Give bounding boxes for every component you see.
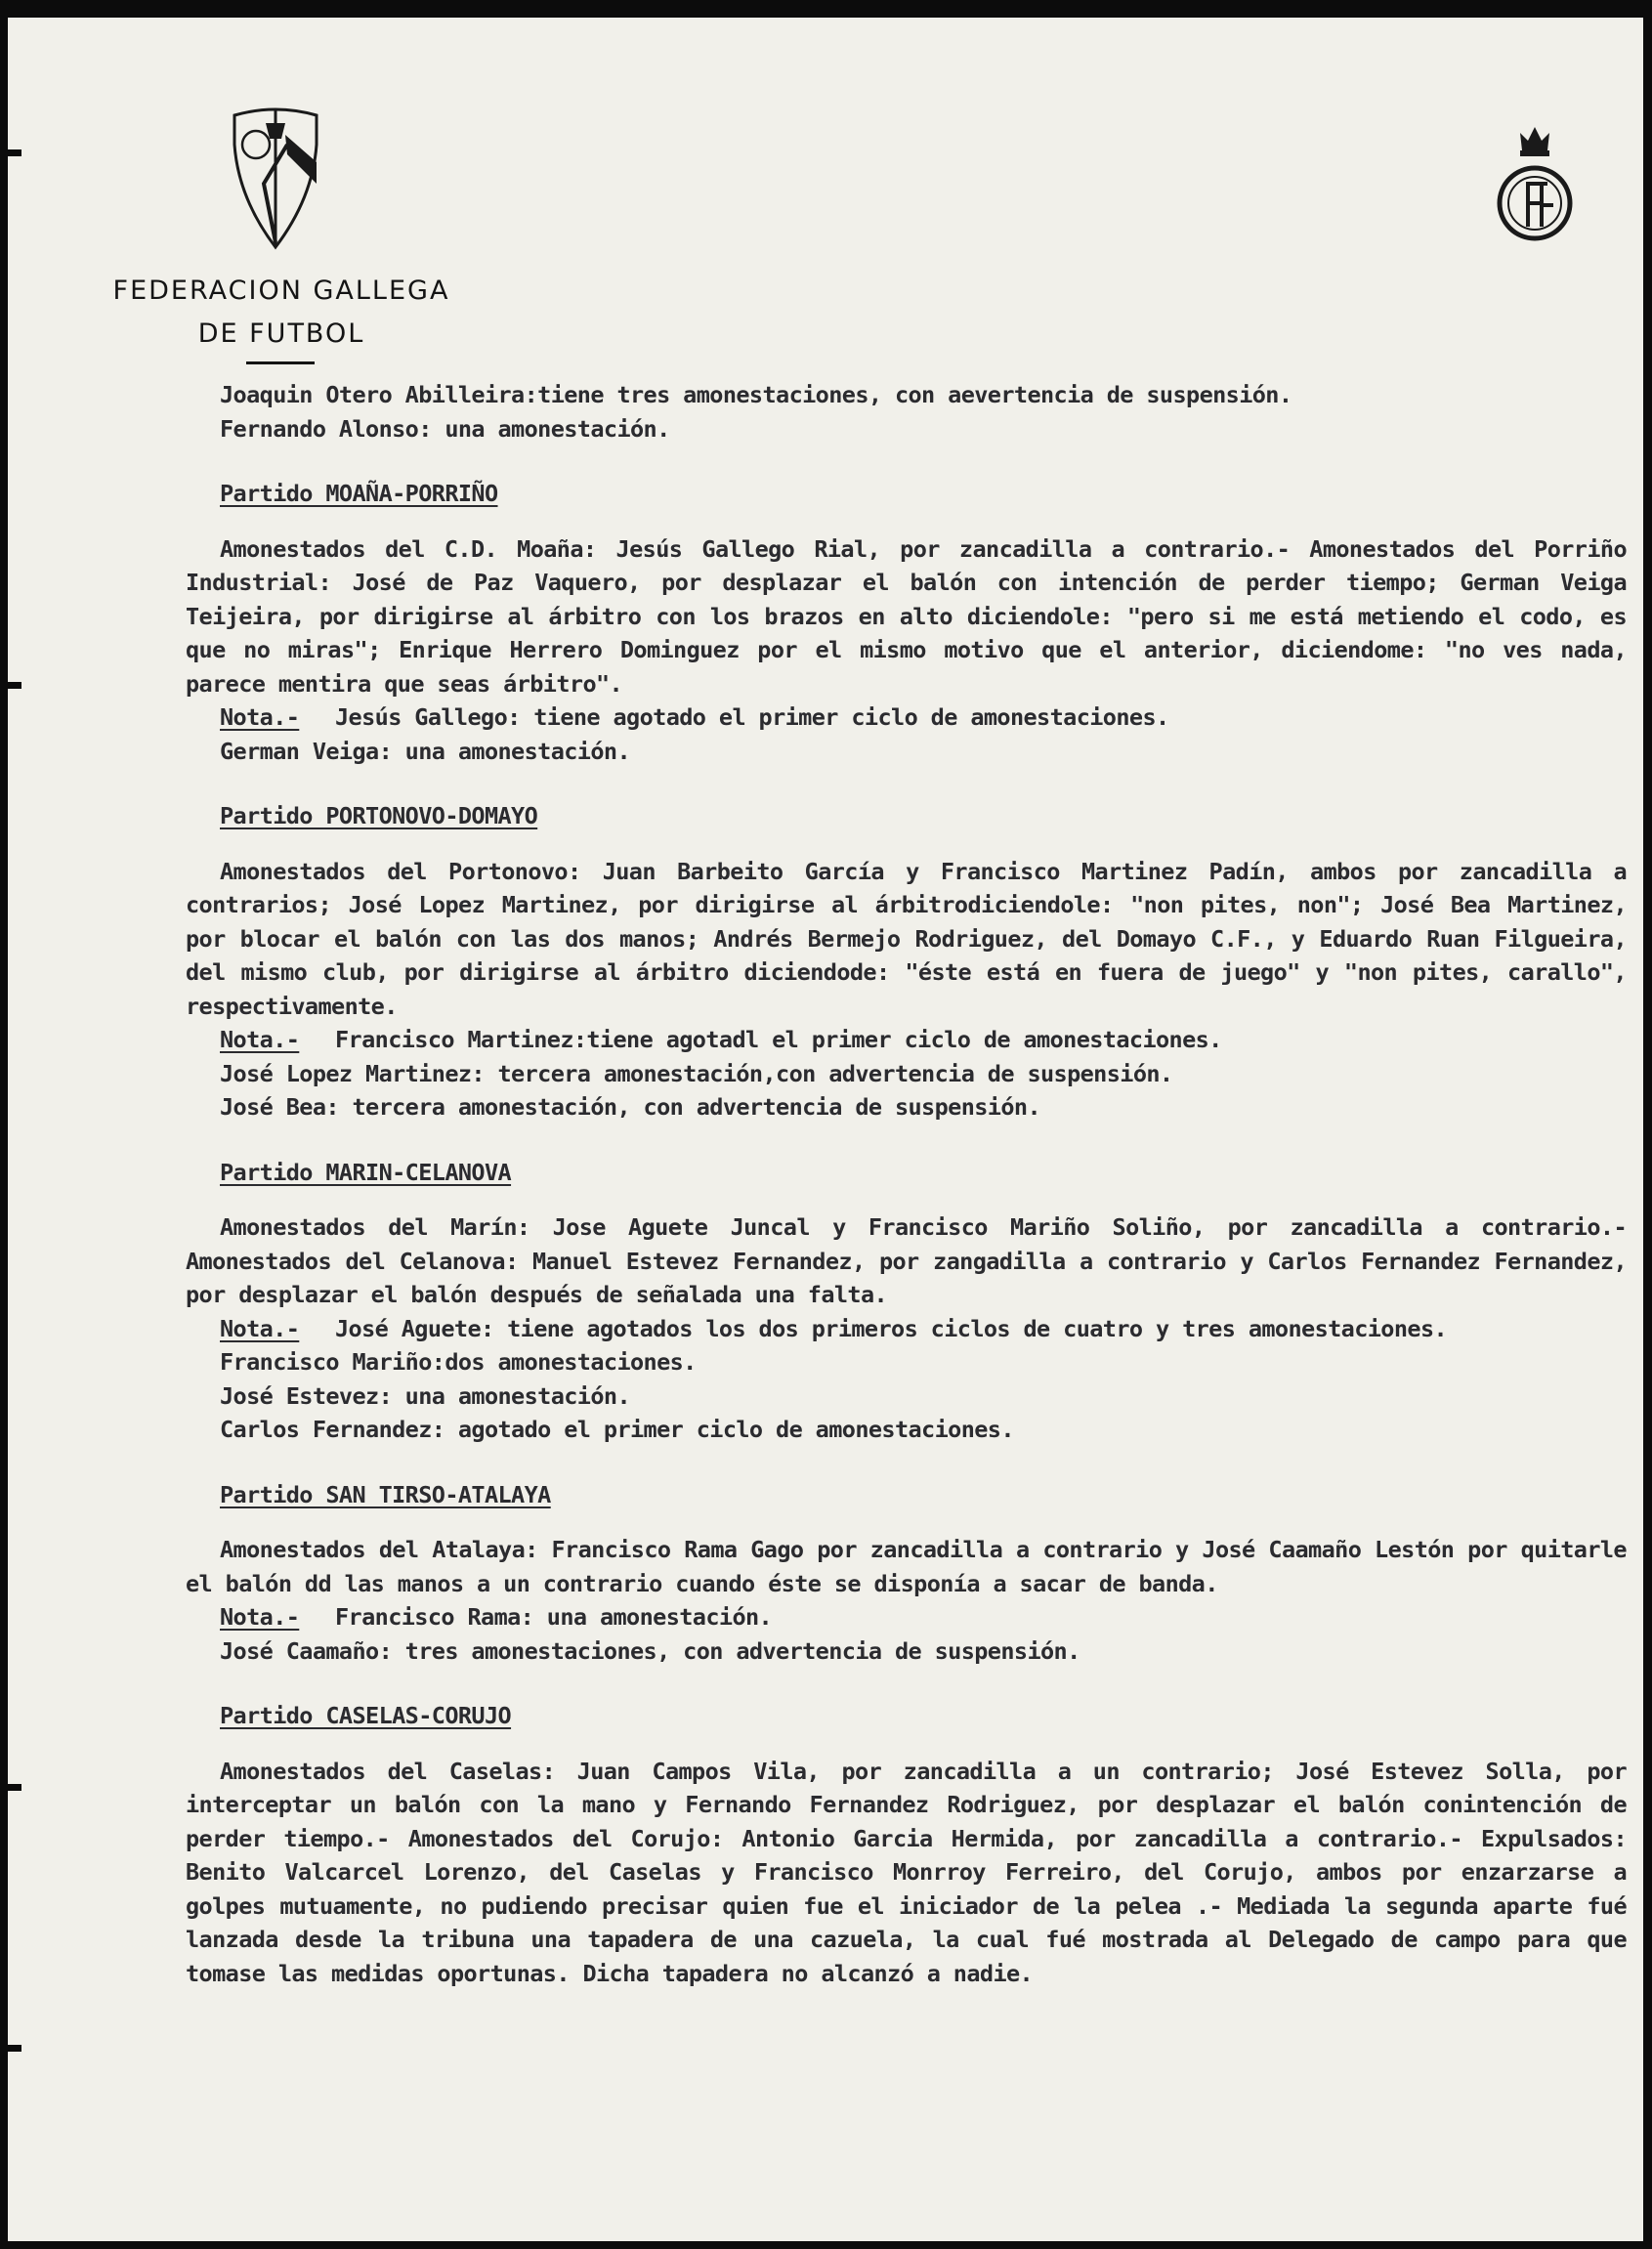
section-paragraph: Amonestados del Marín: Jose Aguete Juncal y Francisco Mariño Soliño, por zancadilla a contrario.- Amonestados del Celanova: Manuel Estevez Fernandez, por zangadilla a contrario y Carlos Fernandez Fernandez, por desplazar el balón después de señalada una falta. <box>186 1213 1627 1308</box>
note-text: José Estevez: una amonestación. <box>220 1381 630 1410</box>
section-heading: Partido SAN TIRSO-ATALAYA <box>220 1480 551 1508</box>
section-heading: Partido MARIN-CELANOVA <box>220 1158 512 1186</box>
org-line-2: DE FUTBOL <box>197 318 365 349</box>
note-text: German Veiga: una amonestación. <box>220 737 630 765</box>
note-label: Nota.- <box>220 1603 300 1631</box>
note-text: Jesús Gallego: tiene agotado el primer ciclo de amonestaciones. <box>335 703 1169 731</box>
punch-mark <box>8 1784 21 1791</box>
note-row <box>186 700 1627 735</box>
punch-mark <box>8 2045 21 2052</box>
section-heading: Partido MOAÑA-PORRIÑO <box>220 480 498 507</box>
note-text: José Bea: tercera amonestación, con advertencia de suspensión. <box>220 1093 1040 1121</box>
intro-line: Fernando Alonso: una amonestación. <box>220 414 670 443</box>
rfef-crown-emblem <box>1493 121 1577 244</box>
punch-mark <box>8 149 21 156</box>
section-paragraph: Amonestados del Atalaya: Francisco Rama Gago por zancadilla a contrario y José Caamaño Lestón por quitarle el balón dd las manos a un contrario cuando éste se disponía a sacar de banda. <box>186 1536 1627 1597</box>
note-text: Francisco Martinez:tiene agotadl el primer ciclo de amonestaciones. <box>335 1026 1222 1053</box>
note-row <box>186 1600 1627 1634</box>
org-divider <box>246 361 315 364</box>
section-heading: Partido PORTONOVO-DOMAYO <box>220 802 538 829</box>
note-text: José Aguete: tiene agotados los dos primeros ciclos de cuatro y tres amonestaciones. <box>335 1314 1448 1342</box>
section-heading: Partido CASELAS-CORUJO <box>220 1702 512 1729</box>
note-text: José Lopez Martinez: tercera amonestación,con advertencia de suspensión. <box>220 1059 1173 1087</box>
note-text: Carlos Fernandez: agotado el primer ciclo de amonestaciones. <box>220 1416 1014 1443</box>
org-line-1: FEDERACION GALLEGA <box>112 276 450 306</box>
section-paragraph: Amonestados del Caselas: Juan Campos Vila, por zancadilla a un contrario; José Estevez Solla, por interceptar un balón con la mano y Fernando Fernandez Rodriguez, por desplazar el balón conintención de perder tiempo.- Amonestados del Corujo: Antonio Garcia Hermida, por zancadilla a contrario.- Expulsados: Benito Valcarcel Lorenzo, del Caselas y Francisco Monrroy Ferreiro, del Corujo, ambos por enzarzarse a golpes mutuamente, no pudiendo precisar quien fue el iniciador de la pelea .- Mediada la segunda aparte fué lanzada desde la tribuna una tapadera de una cazuela, la cual fué mostrada al Delegado de campo para que tomase las medidas oportunas. Dicha tapadera no alcanzó a nadie. <box>186 1757 1627 1987</box>
organization-name <box>76 270 487 356</box>
note-label: Nota.- <box>220 1314 300 1342</box>
note-text: José Caamaño: tres amonestaciones, con advertencia de suspensión. <box>220 1636 1080 1665</box>
note-label: Nota.- <box>220 703 300 731</box>
section-paragraph: Amonestados del C.D. Moaña: Jesús Gallego Rial, por zancadilla a contrario.- Amonestados del Porriño Industrial: José de Paz Vaquero, por desplazar el balón con intención de perder tiempo; German Veiga Teijeira, por dirigirse al árbitro con los brazos en alto diciendole: "pero si me está metiendo el codo, es que no miras"; Enrique Herrero Dominguez por el mismo motivo que el anterior, diciendome: "no ves nada, parece mentira que seas árbitro". <box>186 534 1627 698</box>
note-row <box>186 1023 1627 1057</box>
note-text: Francisco Mariño:dos amonestaciones. <box>220 1348 697 1376</box>
intro-line: Joaquin Otero Abilleira:tiene tres amonestaciones, con aevertencia de suspensión. <box>220 381 1292 408</box>
punch-mark <box>8 682 21 689</box>
note-row <box>186 1312 1627 1346</box>
document-body <box>186 378 1627 1990</box>
note-text: Francisco Rama: una amonestación. <box>335 1603 773 1631</box>
note-label: Nota.- <box>220 1026 300 1053</box>
section-paragraph: Amonestados del Portonovo: Juan Barbeito García y Francisco Martinez Padín, ambos por zancadilla a contrarios; José Lopez Martinez, por dirigirse al árbitrodiciendole: "non pites, non"; José Bea Martinez, por blocar el balón con las dos manos; Andrés Bermejo Rodriguez, del Domayo C.F., y Eduardo Ruan Filgueira, del mismo club, por dirigirse al árbitro diciendode: "éste está en fuera de juego" y "non pites, carallo", respectivamente. <box>186 857 1627 1020</box>
federation-crest-logo <box>227 106 324 252</box>
